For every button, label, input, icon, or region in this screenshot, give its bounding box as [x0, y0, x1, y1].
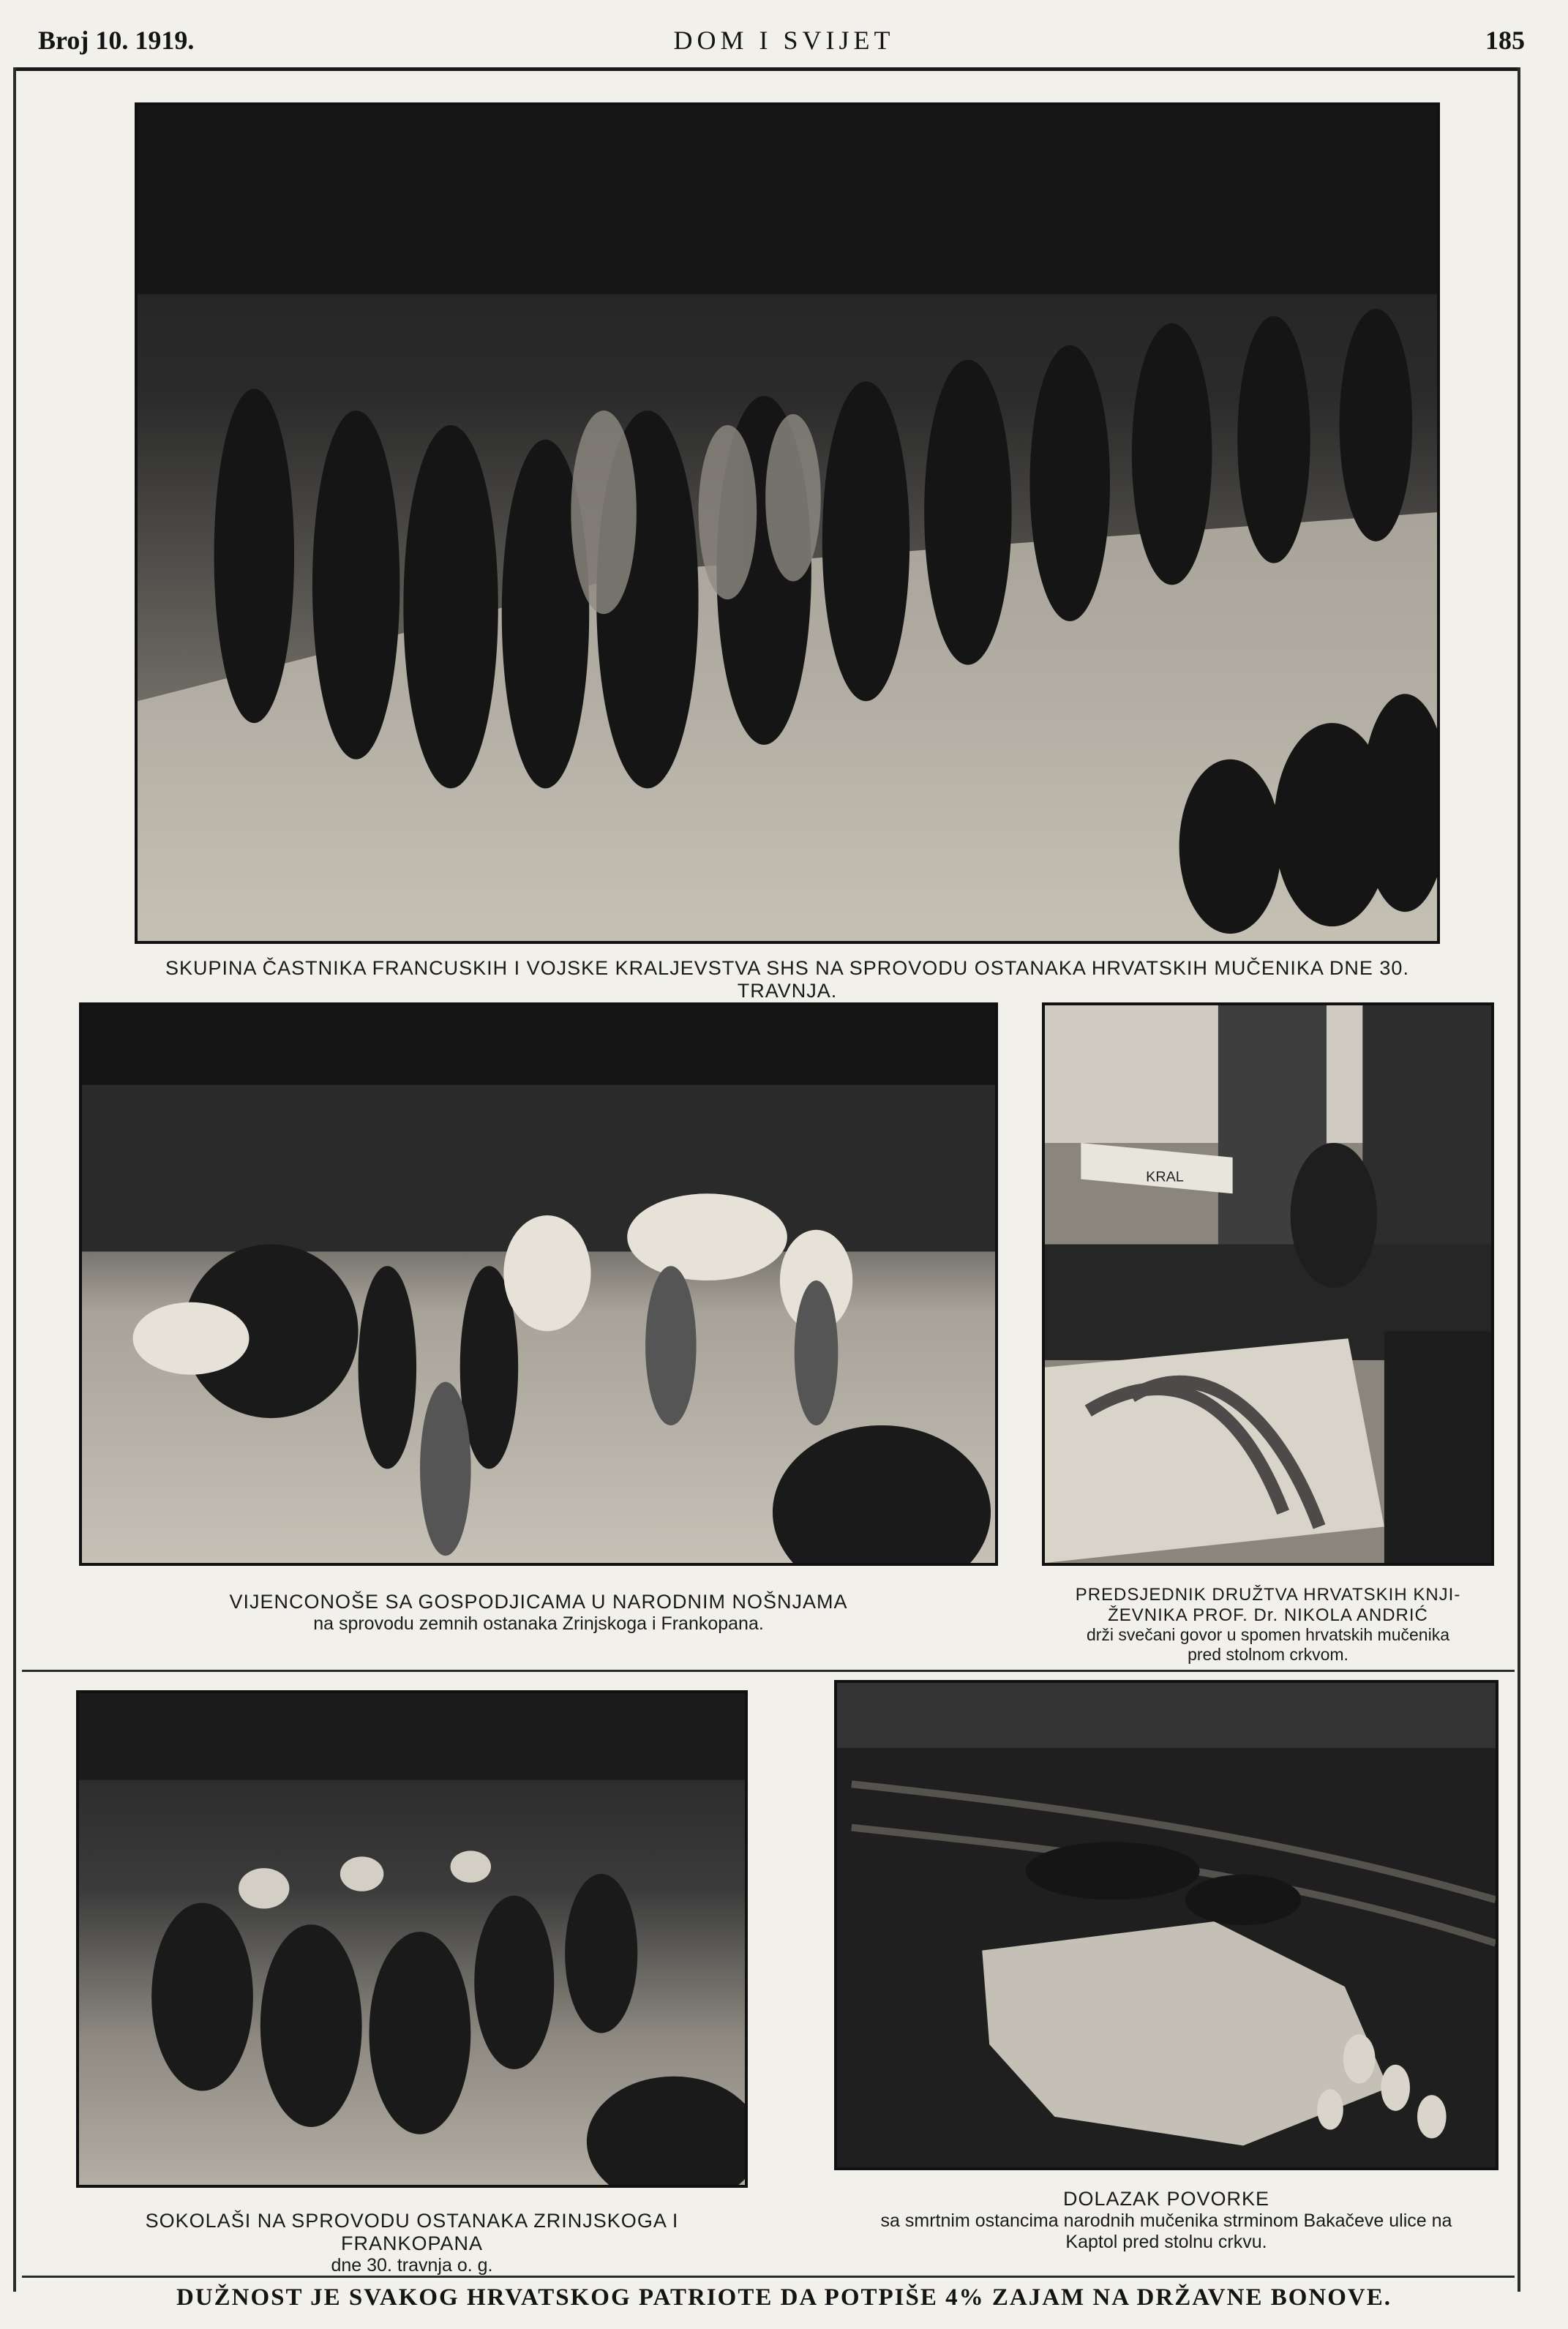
footer-slogan: DUŽNOST JE SVAKOG HRVATSKOG PATRIOTE DA POTPIŠE 4% ZAJAM NA DRŽAVNE BONOVE.: [176, 2284, 1392, 2311]
photo-procession-arrival: [834, 1680, 1498, 2170]
photo-speech: [1042, 1002, 1494, 1566]
caption-sokol-line1: SOKOLAŠI NA SPROVODU OSTANAKA ZRINJSKOGA I FRANKOPANA: [145, 2210, 679, 2255]
photo-officers-procession: [135, 102, 1440, 944]
caption-procession: [834, 2188, 1498, 2253]
header-rule: [13, 67, 1520, 71]
caption-speech-line3: drži svečani govor u spomen hrvatskih mučenika: [1086, 1625, 1449, 1645]
caption-procession-line3: Kaptol pred stolnu crkvu.: [1065, 2231, 1267, 2252]
caption-sokol-line2: dne 30. travnja o. g.: [331, 2255, 493, 2276]
caption-wreath-line1: VIJENCONOŠE SA GOSPODJICAMA U NARODNIM NOŠNJAMA: [229, 1591, 848, 1613]
photo-wreath-bearers: [79, 1002, 998, 1566]
caption-speech: [1042, 1585, 1494, 1664]
caption-officers-text: SKUPINA ČASTNIKA FRANCUSKIH I VOJSKE KRALJEVSTVA SHS NA SPROVODU OSTANAKA HRVATSKIH MUČENIKA DNE 30. TRAVNJA.: [165, 957, 1409, 1002]
caption-wreath-line2: na sprovodu zemnih ostanaka Zrinjskoga i Frankopana.: [313, 1613, 764, 1635]
caption-procession-line2: sa smrtnim ostancima narodnih mučenika strminom Bakačeve ulice na: [880, 2210, 1452, 2232]
magazine-title: DOM I SVIJET: [673, 26, 895, 55]
caption-officers: [135, 957, 1440, 1002]
caption-wreath-bearers: [79, 1591, 998, 1635]
banner-text: KRAL: [1146, 1169, 1184, 1185]
page-number: 185: [1485, 26, 1525, 55]
caption-speech-line4: pred stolnom crkvom.: [1188, 1644, 1348, 1664]
footer-rule: [22, 2276, 1515, 2278]
left-border: [13, 67, 16, 2292]
right-border: [1518, 67, 1520, 2292]
caption-speech-line1: PREDSJEDNIK DRUŽTVA HRVATSKIH KNJI-: [1075, 1585, 1461, 1605]
caption-sokol: [76, 2210, 748, 2276]
photo-sokol-riders: [76, 1690, 748, 2188]
issue-label: Broj 10. 1919.: [38, 26, 195, 55]
section-divider: [22, 1670, 1515, 1672]
caption-speech-line2: ŽEVNIKA PROF. Dr. NIKOLA ANDRIĆ: [1108, 1605, 1428, 1625]
caption-procession-line1: DOLAZAK POVORKE: [1062, 2188, 1270, 2210]
